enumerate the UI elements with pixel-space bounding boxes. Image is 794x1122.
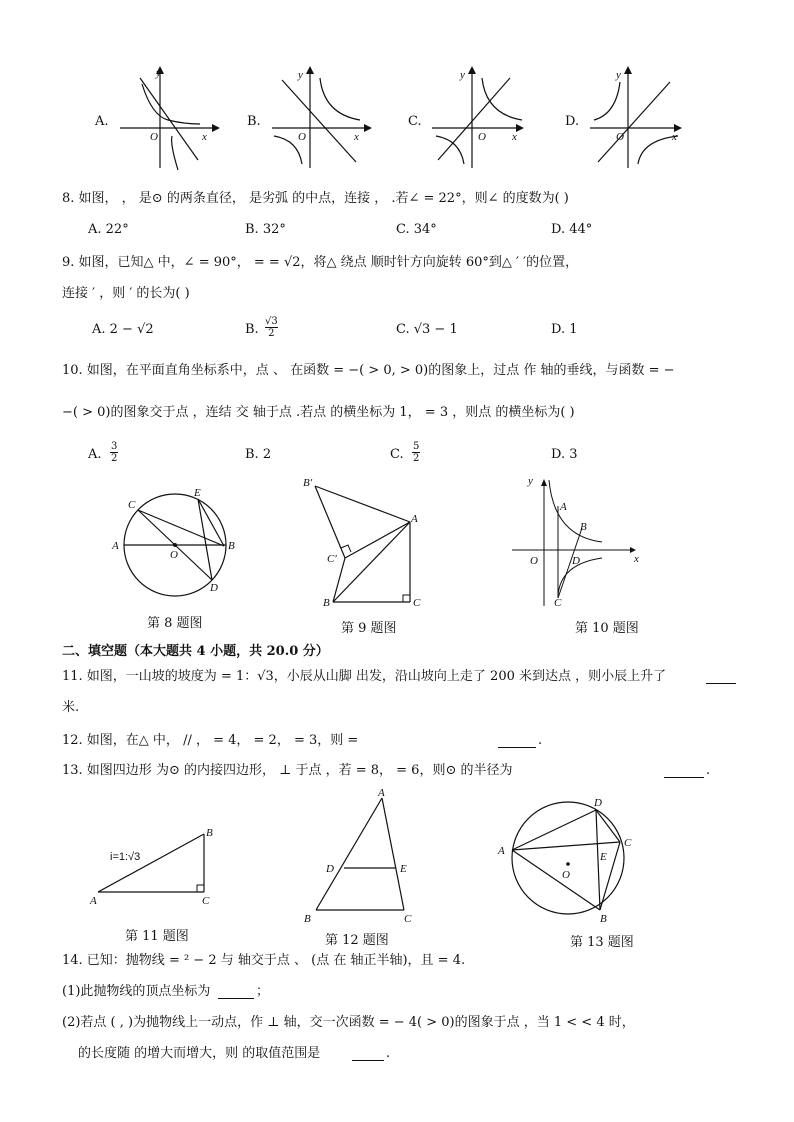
fig10-c: C (554, 597, 562, 609)
q14-stem: 14. 已知：抛物线 = ² − 2 与 轴交于点 、 (点 在 轴正半轴)，且 = 4. (62, 953, 466, 968)
q9-option-d: D. 1 (551, 322, 578, 337)
q7-option-d-label: D. (565, 114, 580, 129)
q7-graph-b (272, 64, 372, 174)
section-title: 二、填空题（本大题共 4 小题，共 20.0 分） (62, 644, 329, 659)
q8-option-c: C. 34° (396, 222, 437, 237)
q9-option-a: A. 2 − √2 (92, 322, 154, 337)
fig9-b: B (323, 597, 330, 609)
fig8-o: O (170, 549, 178, 561)
q9-option-b-fraction (265, 316, 278, 339)
q9-option-b: B. (245, 322, 259, 337)
q13-stem: 13. 如图四边形 为⊙ 的内接四边形， ⊥ 于点 ，若 = 8， = 6，则⊙ 的半径为 (62, 763, 513, 778)
fig10-o: O (530, 555, 538, 567)
fig9-caption: 第 9 题图 (341, 621, 397, 636)
fig9-a: A (411, 513, 418, 525)
q9-stem-line1: 9. 如图，已知△ 中，∠ = 90°， = = √2，将△ 绕点 顺时针方向旋转 60°到△ ′ ′的位置， (62, 255, 579, 270)
fig8-c: C (128, 499, 136, 511)
fig13-c: C (624, 837, 632, 849)
fig10-d: D (572, 555, 580, 567)
q10-stem-line1: 10. 如图，在平面直角坐标系中，点 、 在函数 = −( > 0, > 0)的图象上，过点 作 轴的垂线，与函数 = − (62, 363, 675, 378)
q7-option-b-label: B. (247, 114, 261, 129)
q12-stem: 12. 如图，在△ 中， // ， = 4， = 2， = 3，则 = (62, 733, 359, 748)
q14-part1: (1)此抛物线的顶点坐标为 (62, 984, 211, 999)
figure-8 (110, 480, 250, 600)
q7c-x: x (512, 131, 517, 143)
fig11-a: A (90, 895, 97, 907)
q7a-x: x (202, 131, 207, 143)
fig8-a: A (112, 540, 119, 552)
fig8-d: D (210, 582, 218, 594)
q9-option-c: C. √3 − 1 (396, 322, 458, 337)
q11-answer-blank[interactable] (706, 683, 736, 684)
fig11-slope: i=1:√3 (110, 851, 141, 863)
q10-option-c-num: 5 (413, 441, 420, 452)
q10-option-a-den: 2 (111, 453, 118, 464)
figure-9 (295, 476, 435, 616)
q12-end: . (538, 733, 543, 748)
q7-graph-d (590, 64, 690, 174)
fig10-a: A (560, 501, 567, 513)
fig12-c: C (404, 913, 412, 925)
q7c-y: y (460, 69, 465, 81)
q7d-y: y (616, 69, 621, 81)
fig10-b: B (580, 521, 587, 533)
q7-option-a-label: A. (95, 114, 109, 129)
q10-option-b: B. 2 (245, 447, 272, 462)
q14-part2-end: . (386, 1046, 391, 1061)
fig12-caption: 第 12 题图 (325, 933, 389, 948)
fig10-x: x (634, 553, 639, 565)
q11-stem-line2: 米. (62, 700, 80, 715)
q9-stem-line2: 连接 ′ ，则 ′ 的长为( ) (62, 286, 190, 301)
q7b-o: O (298, 131, 306, 143)
q8-option-a: A. 22° (88, 222, 129, 237)
q8-stem: 8. 如图， ， 是⊙ 的两条直径， 是劣弧 的中点，连接 ， .若∠ = 22°，则∠ 的度数为( ) (62, 191, 569, 206)
q12-answer-blank[interactable] (498, 747, 536, 748)
fig12-e: E (400, 863, 407, 875)
fig13-d: D (594, 797, 602, 809)
fig13-o: O (562, 869, 570, 881)
q7d-o: O (616, 131, 624, 143)
q14-part2-line1: (2)若点 ( , )为抛物线上一动点，作 ⊥ 轴，交一次函数 = − 4( > 0)的图象于点 ，当 1 < < 4 时， (62, 1015, 635, 1030)
fig12-b: B (304, 913, 311, 925)
q14-part1-blank[interactable] (218, 998, 254, 999)
fig11-b: B (206, 827, 213, 839)
q10-option-c-den: 2 (413, 453, 420, 464)
q7a-y: y (156, 67, 161, 79)
fig13-caption: 第 13 题图 (570, 935, 634, 950)
q7a-o: O (150, 131, 158, 143)
q10-option-a-num: 3 (111, 441, 118, 452)
q14-part1-end: ； (256, 984, 270, 999)
fig12-d: D (326, 863, 334, 875)
fig9-bp: B′ (303, 477, 313, 489)
fig9-c: C (413, 597, 421, 609)
fig8-caption: 第 8 题图 (147, 616, 203, 631)
q10-option-a-letter: A. (88, 447, 102, 462)
q8-option-b: B. 32° (245, 222, 286, 237)
q7b-y: y (298, 69, 303, 81)
q8-option-d: D. 44° (551, 222, 593, 237)
q7-option-c-label: C. (408, 114, 422, 129)
fig8-e: E (194, 487, 201, 499)
fig11-caption: 第 11 题图 (125, 929, 189, 944)
q7-graph-c (432, 64, 532, 174)
fig13-a: A (498, 845, 505, 857)
figure-12 (300, 788, 420, 928)
q10-option-c-fraction (412, 441, 420, 464)
q14-part2-blank[interactable] (352, 1060, 384, 1061)
q13-answer-blank[interactable] (664, 777, 704, 778)
fig11-c: C (202, 895, 210, 907)
q10-option-c-letter: C. (390, 447, 404, 462)
q7b-x: x (354, 131, 359, 143)
q9-option-b-den: 2 (268, 328, 275, 339)
q9-option-b-num: √3 (265, 316, 278, 327)
q7d-x: x (672, 131, 677, 143)
q11-stem-line1: 11. 如图，一山坡的坡度为 = 1：√3，小辰从山脚 出发，沿山坡向上走了 200 米到达点 ，则小辰上升了 (62, 669, 667, 684)
q7c-o: O (478, 131, 486, 143)
q10-stem-line2: −( > 0)的图象交于点 ，连结 交 轴于点 .若点 的横坐标为 1， = 3 ，则点 的横坐标为( ) (62, 405, 575, 420)
figure-13 (496, 792, 646, 927)
q14-part2-line2: 的长度随 的增大而增大，则 的取值范围是 (78, 1046, 321, 1061)
fig12-a: A (378, 787, 385, 799)
fig13-b: B (600, 913, 607, 925)
q7-graph-a (120, 64, 220, 174)
fig10-y: y (528, 475, 533, 487)
fig13-e: E (600, 851, 607, 863)
fig9-cp: C′ (327, 553, 337, 565)
q13-end: . (706, 763, 711, 778)
figure-11 (88, 822, 218, 907)
figure-10 (506, 476, 646, 611)
fig8-b: B (228, 540, 235, 552)
q10-option-a-fraction (110, 441, 118, 464)
q10-option-d: D. 3 (551, 447, 578, 462)
fig10-caption: 第 10 题图 (575, 621, 639, 636)
